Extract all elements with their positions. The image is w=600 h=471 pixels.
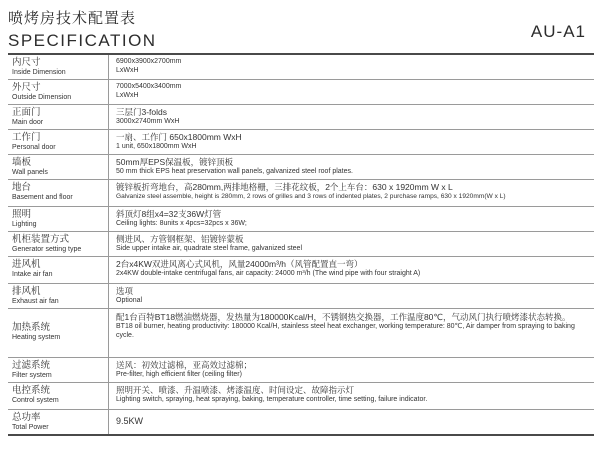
row-value (109, 383, 594, 409)
spec-row-basement-floor (8, 180, 594, 207)
label-cn: 过滤系统 (12, 360, 51, 371)
row-value (109, 80, 594, 104)
label-cn: 加热系统 (12, 322, 51, 333)
row-value (109, 55, 594, 79)
value-line: 配1台百特BT18燃油燃烧器，发热量为180000Kcal/H，不锈钢热交换器，工作温度80℃，气动风门执行喷烤漆状态转换。 (116, 312, 571, 322)
value-line: Side upper intake air, quadrate steel frame, galvanized steel (116, 245, 303, 252)
spec-row-outside-dimension (8, 80, 594, 105)
row-label (8, 55, 109, 79)
label-cn: 外尺寸 (12, 82, 41, 93)
spec-row-filter-system (8, 358, 594, 383)
value-line: 2台x4KW双进风离心式风机，风量24000m³/h（风管配置直一弯） (116, 259, 363, 269)
row-value (109, 130, 594, 154)
value-line: 7000x5400x3400mm (116, 83, 182, 90)
label-cn: 内尺寸 (12, 57, 41, 68)
value-line: Lighting switch, spraying, heat spraying, baking, temperature controller, time setting, failure indicator. (116, 396, 428, 403)
value-line: 50mm厚EPS保温板，镀锌顶板 (116, 157, 234, 167)
label-en: Filter system (12, 372, 52, 379)
label-en: Heating system (12, 334, 61, 341)
row-value (109, 180, 594, 206)
label-en: Inside Dimension (12, 69, 66, 76)
row-label (8, 232, 109, 256)
value-line: Pre-filter, high efficient filter (ceiling filter) (116, 371, 242, 378)
label-cn: 总功率 (12, 412, 41, 423)
row-label (8, 105, 109, 129)
label-en: Wall panels (12, 169, 48, 176)
value-line: 三层门3-folds (116, 107, 168, 117)
row-label (8, 284, 109, 308)
label-en: Intake air fan (12, 271, 53, 278)
row-label (8, 180, 109, 206)
row-label (8, 257, 109, 283)
row-value (109, 410, 594, 434)
spec-row-personal-door (8, 130, 594, 155)
row-value (109, 105, 594, 129)
value-line: 侧进风、方管钢框架、铝镀锌蒙板 (116, 234, 244, 244)
value-line: 送风：初效过滤棉，亚高效过滤棉； (116, 360, 253, 370)
label-cn: 正面门 (12, 107, 41, 118)
value-line: 2x4KW double-intake centrifugal fans, air capacity: 24000 m³/h (The wind pipe with four straight A) (116, 270, 421, 277)
label-en: Control system (12, 397, 59, 404)
label-cn: 工作门 (12, 132, 41, 143)
value-line: LxWxH (116, 67, 139, 74)
spec-row-total-power (8, 410, 594, 436)
label-en: Personal door (12, 144, 56, 151)
value-line: BT18 oil burner, heating productivity: 180000 Kcal/H, stainless steel heat exchanger, working temperature: 80℃, Air damper from spraying to baking cycle. (116, 323, 575, 339)
row-value (109, 284, 594, 308)
row-value (109, 232, 594, 256)
row-label (8, 410, 109, 434)
label-cn: 墙板 (12, 157, 32, 168)
label-cn: 地台 (12, 182, 32, 193)
value-line: 6900x3900x2700mm (116, 58, 182, 65)
label-cn: 进风机 (12, 259, 41, 270)
label-en: Main door (12, 119, 44, 126)
label-en: Basement and floor (12, 194, 73, 201)
spec-table (8, 53, 594, 436)
label-en: Exhaust air fan (12, 298, 59, 305)
spec-row-intake-air-fan (8, 257, 594, 284)
model-code: AU-A1 (530, 22, 586, 41)
spec-row-exhaust-air-fan (8, 284, 594, 309)
row-label (8, 383, 109, 409)
page-title-en: SPECIFICATION (8, 31, 157, 50)
row-label (8, 358, 109, 382)
label-cn: 电控系统 (12, 385, 51, 396)
row-value (109, 309, 594, 357)
spec-row-generator-setting (8, 232, 594, 257)
value-line: 50 mm thick EPS heat preservation wall panels, galvanized steel roof plates. (116, 168, 353, 175)
page-title-cn: 喷烤房技术配置表 (8, 10, 137, 27)
value-line: 一扇、工作门 650x1800mm WxH (116, 132, 242, 142)
value-line: 镀锌板折弯地台，高280mm,两排地格栅，三排花纹板，2个上车台：630 x 1920mm W x L (116, 182, 453, 192)
label-en: Total Power (12, 424, 49, 431)
value-line: 照明开关、喷漆、升温喷漆、烤漆温度、时间设定、故障指示灯 (116, 385, 355, 395)
value-line: Ceiling lights: 8units x 4pcs=32pcs x 36W; (116, 220, 247, 227)
label-cn: 排风机 (12, 286, 41, 297)
value-line: Galvanize steel assemble, height is 280mm, 2 rows of grilles and 3 rows of indented plates, 2 purchase ramps, 630 x 1920mm(W x L) (116, 193, 506, 200)
value-line: Optional (116, 297, 143, 304)
label-cn: 照明 (12, 209, 32, 220)
spec-row-lighting (8, 207, 594, 232)
row-value (109, 358, 594, 382)
row-value (109, 257, 594, 283)
spec-row-wall-panels (8, 155, 594, 180)
value-line: 3000x2740mm WxH (116, 118, 180, 125)
row-label (8, 80, 109, 104)
spec-row-control-system (8, 383, 594, 410)
label-cn: 机柜装置方式 (12, 234, 70, 245)
spec-row-heating-system (8, 309, 594, 358)
value-line: 斜顶灯8组x4=32支36W灯管 (116, 209, 222, 219)
value-line: 1 unit, 650x1800mm WxH (116, 143, 197, 150)
label-en: Generator setting type (12, 246, 82, 253)
row-value (109, 207, 594, 231)
row-label (8, 309, 109, 357)
value-line: LxWxH (116, 92, 139, 99)
spec-row-main-door (8, 105, 594, 130)
label-en: Outside Dimension (12, 94, 72, 101)
value-line: 选项 (116, 286, 134, 296)
row-label (8, 207, 109, 231)
row-label (8, 155, 109, 179)
value-line: 9.5KW (116, 416, 144, 426)
row-label (8, 130, 109, 154)
row-value (109, 155, 594, 179)
label-en: Lighting (12, 221, 37, 228)
spec-row-inside-dimension (8, 55, 594, 80)
